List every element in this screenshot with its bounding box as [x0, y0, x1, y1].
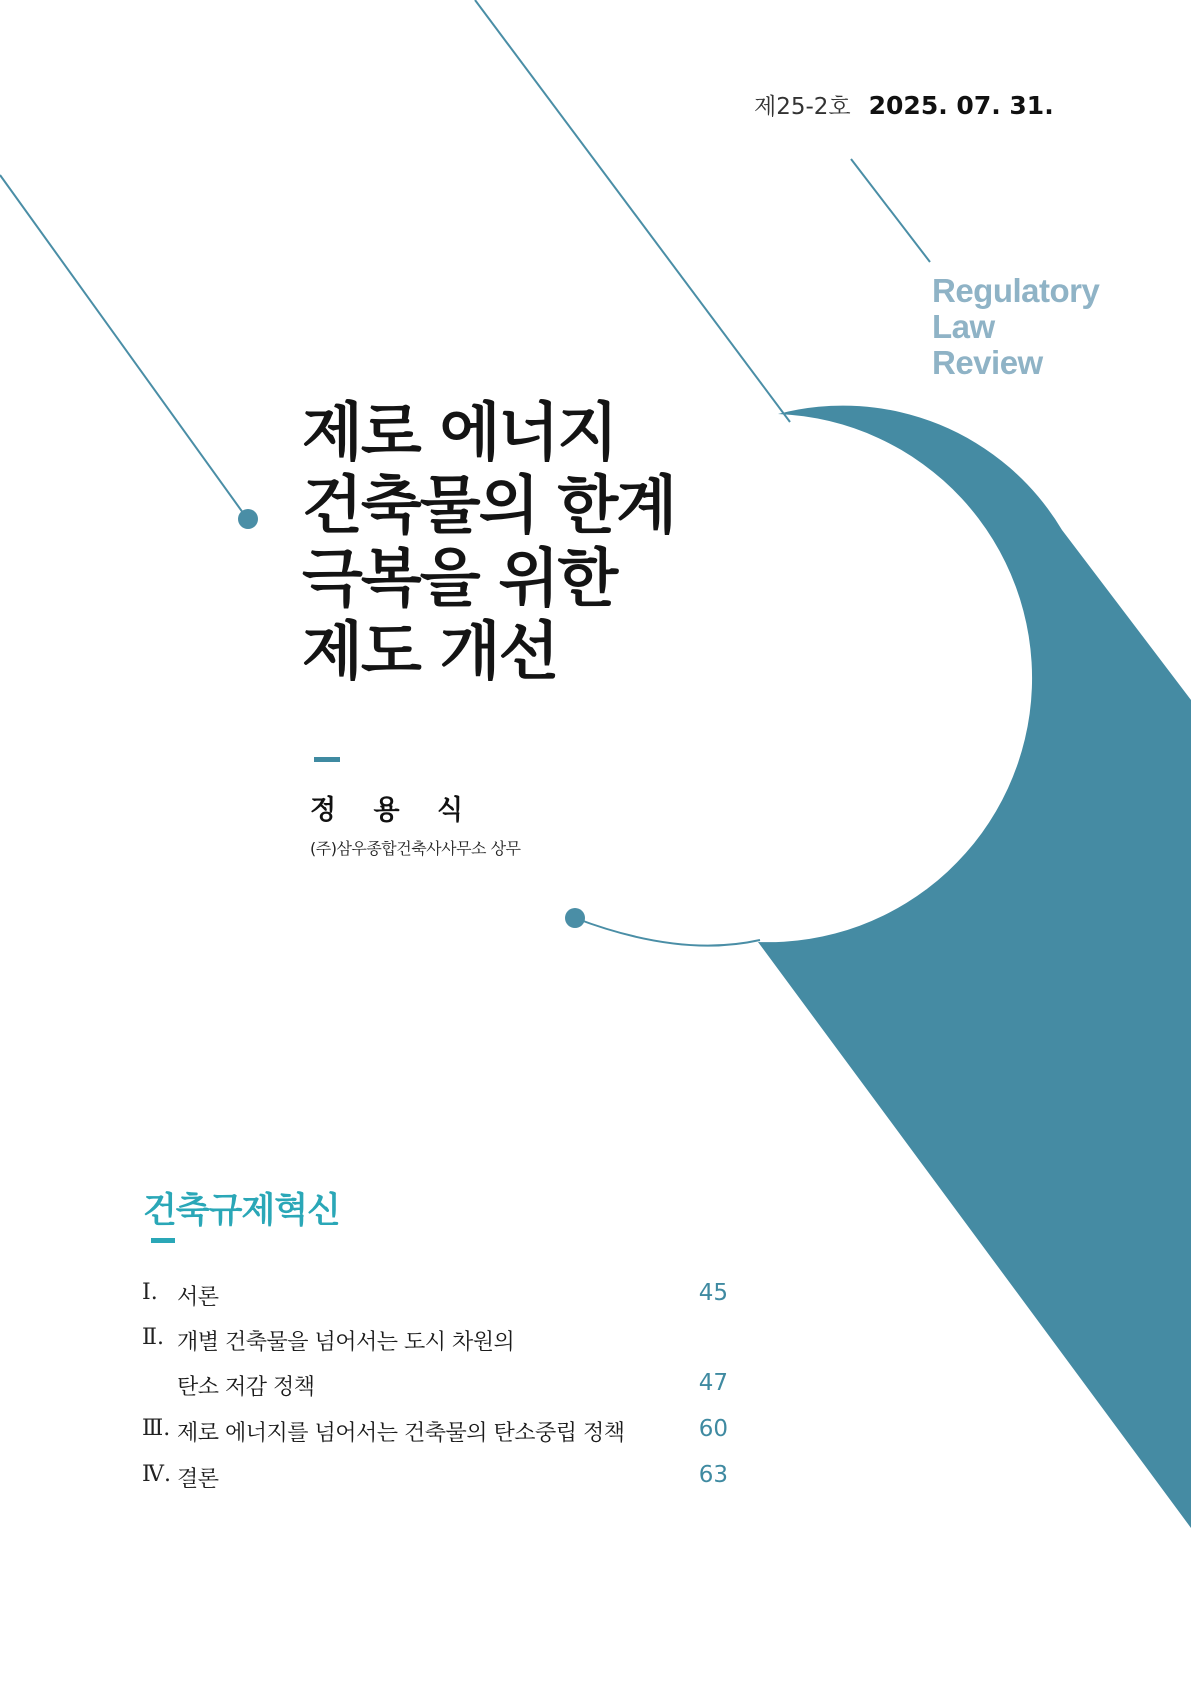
title-line-4: 제도 개선: [302, 615, 558, 688]
issue-number: 제25-2호: [754, 94, 851, 120]
toc-number: Ⅰ.: [142, 1280, 158, 1305]
teal-band-shape: [758, 406, 1191, 1528]
section-title: 건축규제혁신: [143, 1191, 340, 1231]
toc-text: 서론: [177, 1285, 219, 1310]
toc-number: Ⅲ.: [142, 1416, 171, 1441]
dot-bottom: [565, 908, 585, 928]
diagonal-line-long: [475, 0, 790, 422]
issue-info: [754, 88, 1054, 121]
dot-left: [238, 509, 258, 529]
title-line-2: 건축물의 한계: [302, 469, 676, 542]
journal-line-3: Review: [932, 344, 1043, 381]
toc-page: 45: [698, 1280, 728, 1306]
toc-number: Ⅳ.: [142, 1462, 171, 1487]
toc-text: 결론: [177, 1467, 219, 1492]
toc-page: 60: [698, 1416, 728, 1442]
toc-page: 63: [698, 1462, 728, 1488]
section-divider: [151, 1238, 175, 1243]
journal-line-2: Law: [932, 308, 995, 345]
toc-text: 제로 에너지를 넘어서는 건축물의 탄소중립 정책: [177, 1421, 625, 1446]
toc-item[interactable]: [142, 1462, 728, 1494]
author-divider: [314, 757, 340, 762]
toc-item-continued[interactable]: [142, 1370, 728, 1402]
journal-name: [932, 273, 1099, 381]
issue-date: 2025. 07. 31.: [868, 91, 1054, 120]
toc-text: 개별 건축물을 넘어서는 도시 차원의: [177, 1330, 515, 1355]
journal-line-1: Regulatory: [932, 272, 1100, 309]
diagonal-line-short: [851, 159, 930, 262]
page-title: [302, 396, 675, 688]
toc-text: 탄소 저감 정책: [177, 1375, 315, 1400]
toc-item[interactable]: [142, 1325, 728, 1357]
toc-item[interactable]: [142, 1416, 728, 1448]
author-affiliation: (주)삼우종합건축사사무소 상무: [310, 839, 521, 858]
diagonal-line-left: [0, 175, 246, 517]
title-line-1: 제로 에너지: [302, 396, 617, 469]
toc-number: Ⅱ.: [142, 1325, 164, 1350]
toc-page: 47: [698, 1370, 728, 1396]
title-line-3: 극복을 위한: [302, 542, 617, 615]
toc-item[interactable]: [142, 1280, 728, 1312]
arc-line: [575, 918, 760, 946]
author-name: 정 용 식: [310, 795, 478, 826]
